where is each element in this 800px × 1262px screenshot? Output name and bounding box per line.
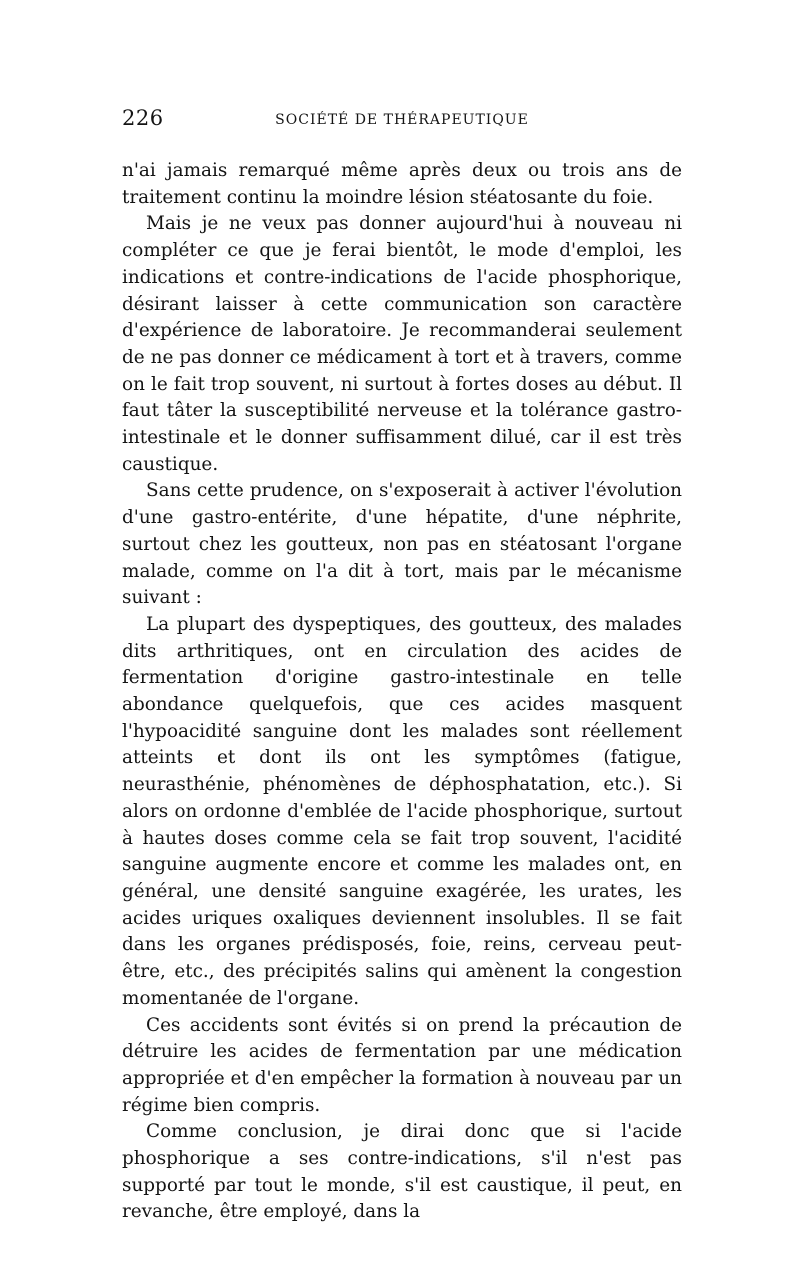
paragraph: Mais je ne veux pas donner aujourd'hui à nouveau ni compléter ce que je ferai bientôt, le mode d'emploi, les indications et contre-indications de l'acide phosphorique, désirant laisser à cette communication son caractère d'expérience de laboratoire. Je recommanderai seulement de ne pas donner ce médicament à tort et à travers, comme on le fait trop souvent, ni surtout à fortes doses au début. Il faut tâter la susceptibilité nerveuse et la tolérance gastro-intestinale et le donner suffisamment dilué, car il est très caustique. bbox=[122, 213, 682, 475]
paragraph: Ces accidents sont évités si on prend la précaution de détruire les acides de fermentation par une médication appropriée et d'en empêcher la formation à nouveau par un régime bien compris. bbox=[122, 1014, 682, 1116]
running-title: SOCIÉTÉ DE THÉRAPEUTIQUE bbox=[275, 112, 529, 128]
page-number: 226 bbox=[122, 106, 164, 130]
paragraph-continuation: n'ai jamais remarqué même après deux ou trois ans de traitement continu la moindre lésion stéatosante du foie. bbox=[122, 160, 682, 208]
book-page bbox=[122, 106, 682, 1226]
body-text bbox=[122, 158, 682, 1226]
paragraph: Sans cette prudence, on s'exposerait à activer l'évolution d'une gastro-entérite, d'une hépatite, d'une néphrite, surtout chez les goutteux, non pas en stéatosant l'organe malade, comme on l'a dit à tort, mais par le mécanisme suivant : bbox=[122, 480, 682, 609]
paragraph: La plupart des dyspeptiques, des goutteux, des malades dits arthritiques, ont en circulation des acides de fermentation d'origine gastro-intestinale en telle abondance quelquefois, que ces acides masquent l'hypoacidité sanguine dont les malades sont réellement atteints et dont ils ont les symptômes (fatigue, neurasthénie, phénomènes de déphosphatation, etc.). Si alors on ordonne d'emblée de l'acide phosphorique, surtout à hautes doses comme cela se fait trop souvent, l'acidité sanguine augmente encore et comme les malades ont, en général, une densité sanguine exagérée, les urates, les acides uriques oxaliques deviennent insolubles. Il se fait dans les organes prédisposés, foie, reins, cerveau peut-être, etc., des précipités salins qui amènent la congestion momentanée de l'organe. bbox=[122, 613, 682, 1009]
running-head bbox=[122, 106, 682, 140]
paragraph: Comme conclusion, je dirai donc que si l'acide phosphorique a ses contre-indications, s'il n'est pas supporté par tout le monde, s'il est caustique, il peut, en revanche, être employé, dans la bbox=[122, 1121, 682, 1223]
